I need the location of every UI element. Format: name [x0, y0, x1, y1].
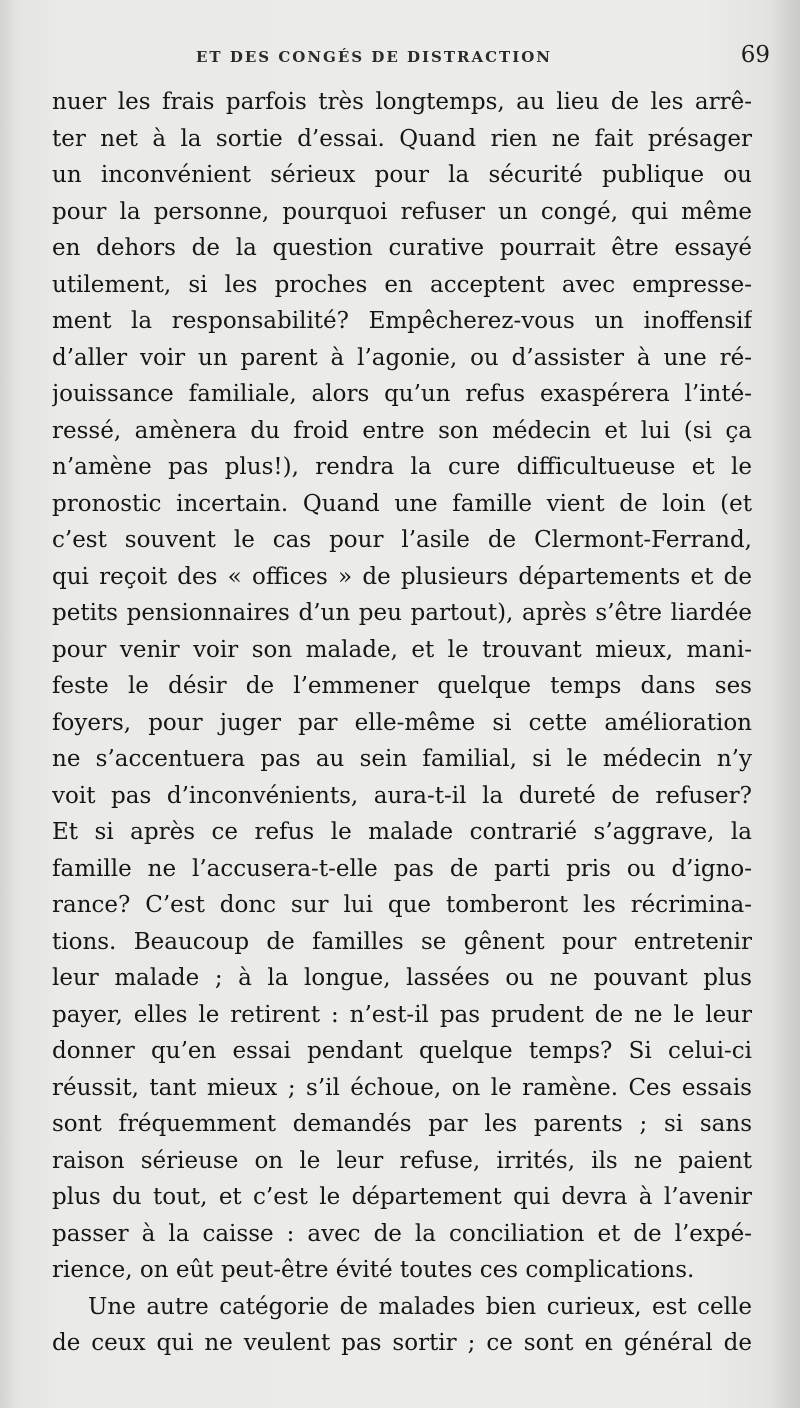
text-line: un inconvénient sérieux pour la sécurité publique ou	[52, 162, 752, 188]
text-line: foyers, pour juger par elle-même si cette amélioration	[52, 709, 752, 736]
text-line: voit pas d’inconvénients, aura-t-il la dureté de refuser?	[52, 782, 752, 809]
text-line: qui reçoit des « offices » de plusieurs départements et de	[52, 563, 752, 590]
text-line: ressé, amènera du froid entre son médecin et lui (si ça	[52, 417, 752, 444]
text-line: d’aller voir un parent à l’agonie, ou d’assister à une ré-	[52, 344, 752, 371]
text-line: feste le désir de l’emmener quelque temps dans ses	[52, 673, 752, 699]
text-line: donner qu’en essai pendant quelque temps? Si celui-ci	[52, 1038, 752, 1064]
text-line: ment la responsabilité? Empêcherez-vous un inoffensif	[52, 308, 752, 334]
text-line: petits pensionnaires d’un peu partout), après s’être liardée	[52, 600, 752, 626]
text-line: de ceux qui ne veulent pas sortir ; ce sont en général de	[52, 1330, 752, 1356]
text-line: ter net à la sortie d’essai. Quand rien ne fait présager	[52, 125, 752, 152]
text-line: pronostic incertain. Quand une famille vient de loin (et	[52, 490, 752, 517]
text-line: pour venir voir son malade, et le trouvant mieux, mani-	[52, 636, 752, 663]
text-line: rance? C’est donc sur lui que tomberont les récrimina-	[52, 892, 752, 918]
text-line: utilement, si les proches en acceptent avec empresse-	[52, 271, 752, 298]
text-line: raison sérieuse on le leur refuse, irrités, ils ne paient	[52, 1147, 752, 1174]
running-title: ET DES CONGÉS DE DISTRACTION	[196, 48, 553, 66]
running-head	[0, 42, 800, 76]
text-line: sont fréquemment demandés par les parents ; si sans	[52, 1111, 752, 1137]
text-line: pour la personne, pourquoi refuser un congé, qui même	[52, 198, 752, 225]
text-line: plus du tout, et c’est le département qui devra à l’avenir	[52, 1184, 752, 1210]
text-line: leur malade ; à la longue, lassées ou ne pouvant plus	[52, 965, 752, 991]
text-line: en dehors de la question curative pourrait être essayé	[52, 235, 752, 261]
page-number: 69	[740, 42, 770, 68]
text-line: rience, on eût peut-être évité toutes ces complications.	[52, 1257, 695, 1283]
text-line: n’amène pas plus!), rendra la cure difficultueuse et le	[52, 454, 752, 480]
text-line: passer à la caisse : avec de la conciliation et de l’expé-	[52, 1220, 752, 1247]
text-line: ne s’accentuera pas au sein familial, si le médecin n’y	[52, 746, 752, 772]
text-line: payer, elles le retirent : n’est-il pas prudent de ne le leur	[52, 1001, 752, 1028]
text-line: c’est souvent le cas pour l’asile de Clermont-Ferrand,	[52, 527, 752, 553]
paragraph-start-line: Une autre catégorie de malades bien curieux, est celle	[88, 1293, 752, 1320]
text-line: réussit, tant mieux ; s’il échoue, on le ramène. Ces essais	[52, 1074, 752, 1101]
text-line: famille ne l’accusera-t-elle pas de parti pris ou d’igno-	[52, 855, 752, 882]
text-line: tions. Beaucoup de familles se gênent pour entretenir	[52, 928, 752, 955]
text-line: Et si après ce refus le malade contrarié s’aggrave, la	[52, 819, 752, 845]
body-text	[52, 84, 752, 1362]
text-line: jouissance familiale, alors qu’un refus exaspérera l’inté-	[52, 381, 752, 407]
text-line: nuer les frais parfois très longtemps, au lieu de les arrê-	[52, 89, 752, 115]
